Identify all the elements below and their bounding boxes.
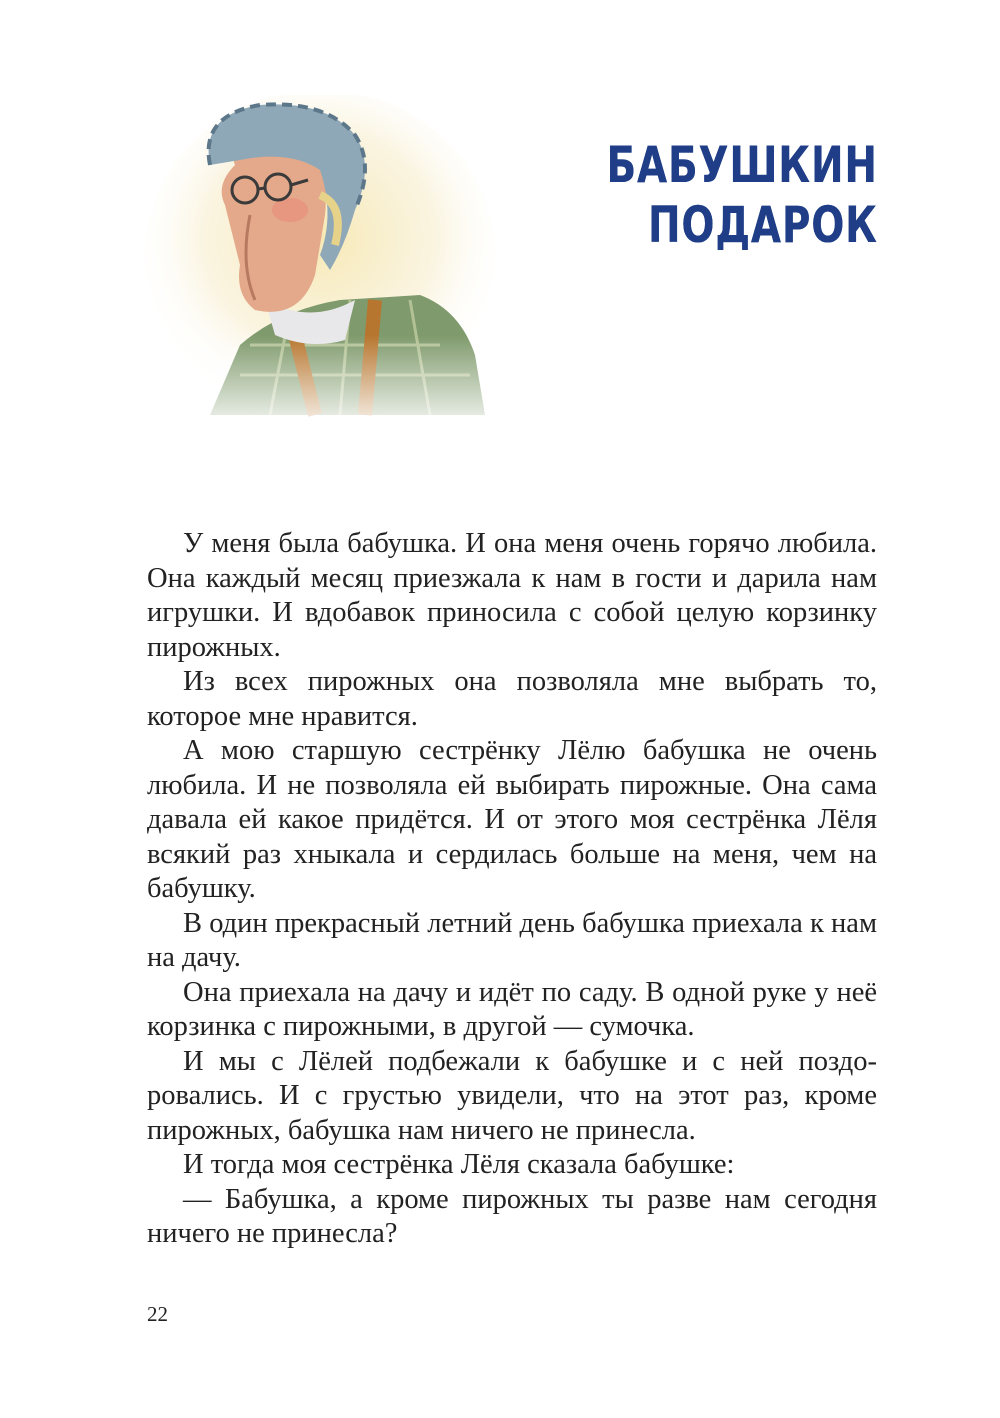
chapter-title-line-1: БАБУШКИН — [606, 136, 878, 194]
paragraph: У меня была бабушка. И она меня очень горячо любила. Она каждый месяц приезжала к нам в гости и дарила нам игрушки. И вдобавок приносила с собой целую корзинку пирожных. — [147, 528, 877, 663]
paragraph: И тогда моя сестрёнка Лёля сказала бабушке: — [183, 1149, 735, 1180]
paragraph: А мою старшую сестрёнку Лёлю бабушка не очень любила. И не позволяла ей выбирать пирожные. Она сама давала ей какое придётся. И от этого моя сестрёнка Лёля всякий раз хныкала и сердилась больше на меня, чем на бабушку. — [147, 735, 877, 904]
chapter-title-line-2: ПОДАРОК — [648, 196, 878, 254]
paragraph: Из всех пирожных она позволяла мне выбрать то, которое мне нравится. — [147, 666, 877, 732]
paragraph: — Бабушка, а кроме пирожных ты разве нам сегодня ничего не принесла? — [147, 1183, 877, 1249]
paragraph: И мы с Лёлей подбежали к бабушке и с ней поздоровались. И с грустью увидели, что на этот раз, кроме пирожных, бабушка нам ничего не принесла. — [147, 1045, 877, 1146]
page-number: 22 — [147, 1302, 168, 1326]
grandmother-portrait-svg — [140, 95, 500, 425]
grandmother-illustration — [140, 95, 500, 425]
story-text — [147, 527, 877, 1252]
chapter-title — [607, 135, 878, 255]
paragraph: В один прекрасный летний день бабушка приехала к нам на дачу. — [147, 907, 877, 973]
paragraph: Она приехала на дачу и идёт по саду. В одной руке у неё корзинка с пирожными, в другой — сумочка. — [147, 976, 877, 1042]
